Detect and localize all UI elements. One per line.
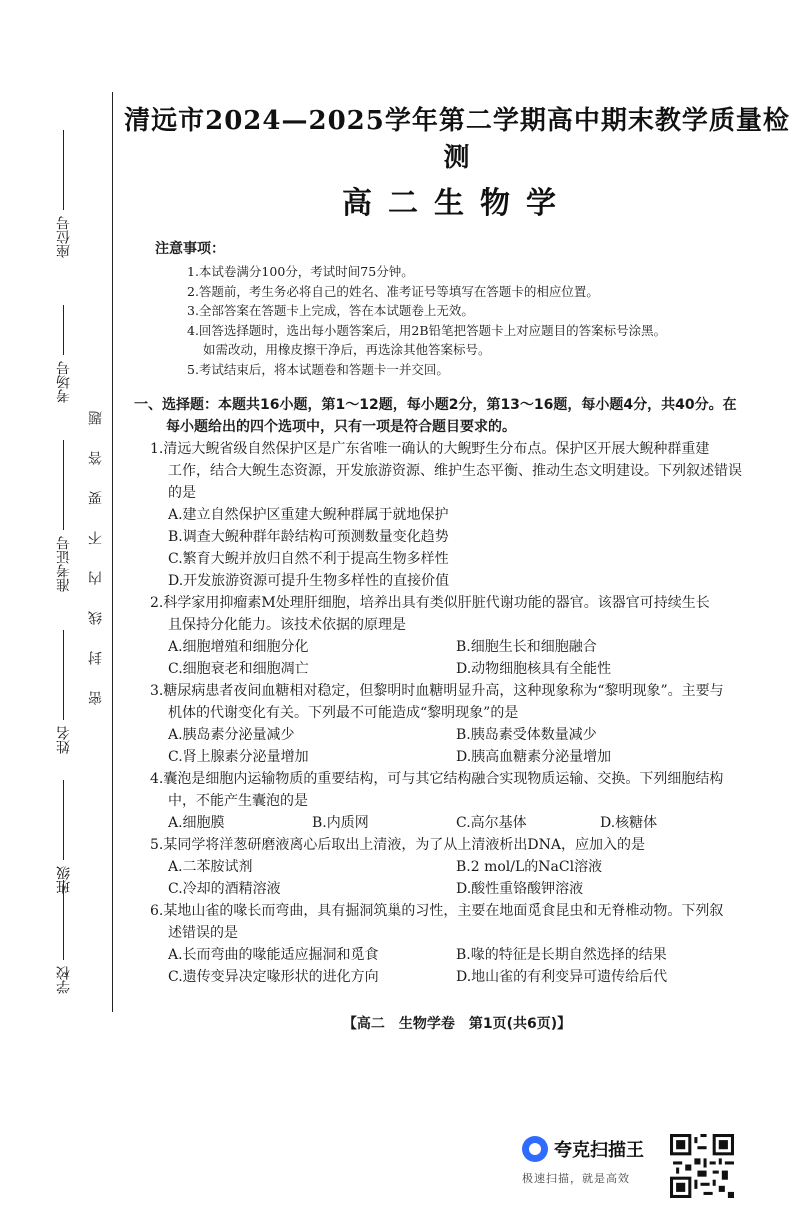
note-item: 4.回答选择题时，选出每小题答案后，用2B铅笔把答题卡上对应题目的答案标号涂黑。 — [187, 322, 667, 338]
scanner-app-name: 夸克扫描王 — [554, 1140, 644, 1161]
scanner-watermark — [522, 1136, 662, 1186]
section-heading — [134, 394, 780, 438]
note-item: 2.答题前，考生务必将自己的姓名、准考证号等填写在答题卡的相应位置。 — [187, 283, 599, 299]
note-item: 1.本试卷满分100分，考试时间75分钟。 — [187, 264, 414, 279]
option-a: A.建立自然保护区重建大鲵种群属于就地保护 — [168, 507, 449, 523]
section-heading-line: 每小题给出的四个选项中，只有一项是符合题目要求的。 — [166, 419, 516, 435]
subject-title: 高二生物学 — [342, 186, 572, 221]
note-item: 5.考试结束后，将本试题卷和答题卡一并交回。 — [187, 361, 449, 377]
option-row — [150, 966, 780, 988]
notes-heading: 注意事项： — [155, 241, 225, 257]
option-d: D.核糖体 — [600, 815, 658, 831]
class-field — [54, 780, 74, 894]
exam-room-label: 考场号 — [56, 361, 72, 403]
seat-number-label: 座位号 — [56, 216, 72, 258]
school-label: 学校 — [56, 966, 72, 994]
question-1 — [150, 438, 780, 592]
qr-code-icon — [670, 1134, 734, 1198]
section-heading-line: 一、选择题：本题共16小题，第1～12题，每小题2分，第13～16题，每小题4分，共40分。在 — [134, 397, 737, 413]
question-stem: 且保持分化能力。该技术依据的原理是 — [168, 617, 406, 633]
option-b: B.2 mol/L的NaCl溶液 — [456, 859, 603, 875]
admission-number-label: 准考证号 — [56, 536, 72, 592]
option-a: A.细胞膜 — [168, 815, 225, 831]
scanner-logo — [522, 1136, 662, 1162]
option-c: C.遗传变异决定喙形状的进化方向 — [168, 969, 379, 985]
question-stem: 工作，结合大鲵生态资源，开发旅游资源、维护生态平衡、推动生态文明建设。下列叙述错误 — [168, 463, 742, 479]
question-stem: 述错误的是 — [168, 925, 238, 941]
option-row — [150, 658, 780, 680]
option-b: B.胰岛素受体数量减少 — [456, 727, 597, 743]
student-name-field — [54, 630, 74, 754]
option-c: C.繁育大鲵并放归自然不利于提高生物多样性 — [168, 551, 449, 567]
question-stem: 中，不能产生囊泡的是 — [168, 793, 308, 809]
question-stem: 3.糖尿病患者夜间血糖相对稳定，但黎明时血糖明显升高，这种现象称为“黎明现象”。主要与 — [150, 683, 724, 699]
option-d: D.地山雀的有利变异可遗传给后代 — [456, 969, 668, 985]
option-row — [150, 856, 780, 878]
option-row — [150, 812, 780, 834]
school-field — [54, 880, 74, 994]
option-d: D.酸性重铬酸钾溶液 — [456, 881, 584, 897]
class-label: 班级 — [56, 866, 72, 894]
student-name-label: 姓名 — [56, 726, 72, 754]
option-row — [150, 636, 780, 658]
option-a: A.二苯胺试剂 — [168, 859, 253, 875]
note-item: 3.全部答案在答题卡上完成，答在本试题卷上无效。 — [187, 303, 474, 318]
questions-area — [134, 394, 780, 988]
binding-line — [112, 92, 113, 1012]
scanner-slogan: 极速扫描，就是高效 — [522, 1172, 630, 1185]
option-b: B.细胞生长和细胞融合 — [456, 639, 597, 655]
option-c: C.肾上腺素分泌量增加 — [168, 749, 309, 765]
option-row — [150, 724, 780, 746]
question-stem: 1.清远大鲵省级自然保护区是广东省唯一确认的大鲵野生分布点。保护区开展大鲵种群重建 — [150, 441, 710, 457]
option-b: B.喙的特征是长期自然选择的结果 — [456, 947, 667, 963]
option-d: D.胰高血糖素分泌量增加 — [456, 749, 612, 765]
notes-section — [155, 238, 775, 379]
option-b: B.调查大鲵种群年龄结构可预测数量变化趋势 — [168, 529, 449, 545]
question-3 — [150, 680, 780, 768]
option-c: C.高尔基体 — [456, 815, 527, 831]
option-c: C.冷却的酒精溶液 — [168, 881, 281, 897]
seal-line-text: 密封线内不要答题 — [88, 385, 104, 705]
question-6 — [150, 900, 780, 988]
option-d: D.开发旅游资源可提升生物多样性的直接价值 — [168, 573, 450, 589]
admission-number-field — [54, 440, 74, 592]
question-stem: 2.科学家用抑瘤素M处理肝细胞，培养出具有类似肝脏代谢功能的器官。该器官可持续生长 — [150, 595, 710, 611]
question-stem: 5.某同学将洋葱研磨液离心后取出上清液，为了从上清液析出DNA，应加入的是 — [150, 837, 645, 853]
exam-title: 清远市2024—2025学年第二学期高中期末教学质量检测 — [124, 106, 790, 173]
option-c: C.细胞衰老和细胞凋亡 — [168, 661, 309, 677]
option-a: A.长而弯曲的喙能适应掘洞和觅食 — [168, 947, 379, 963]
option-row — [150, 878, 780, 900]
question-stem: 机体的代谢变化有关。下列最不可能造成“黎明现象”的是 — [168, 705, 519, 721]
question-stem: 4.囊泡是细胞内运输物质的重要结构，可与其它结构融合实现物质运输、交换。下列细胞结构 — [150, 771, 724, 787]
question-5 — [150, 834, 780, 900]
option-d: D.动物细胞核具有全能性 — [456, 661, 612, 677]
question-2 — [150, 592, 780, 680]
note-item: 如需改动，用橡皮擦干净后，再选涂其他答案标号。 — [203, 342, 491, 357]
question-4 — [150, 768, 780, 834]
option-b: B.内质网 — [312, 815, 369, 831]
option-a: A.胰岛素分泌量减少 — [168, 727, 295, 743]
option-a: A.细胞增殖和细胞分化 — [168, 639, 309, 655]
question-stem: 的是 — [168, 485, 196, 501]
exam-room-field — [54, 305, 74, 403]
page-footer: 【高二 生物学卷 第1页(共6页)】 — [342, 1016, 572, 1032]
seat-number-field — [54, 130, 74, 258]
option-row — [150, 944, 780, 966]
scanner-logo-icon — [522, 1136, 548, 1162]
question-stem: 6.某地山雀的喙长而弯曲，具有掘洞筑巢的习性，主要在地面觅食昆虫和无脊椎动物。下列叙 — [150, 903, 724, 919]
option-row — [150, 746, 780, 768]
